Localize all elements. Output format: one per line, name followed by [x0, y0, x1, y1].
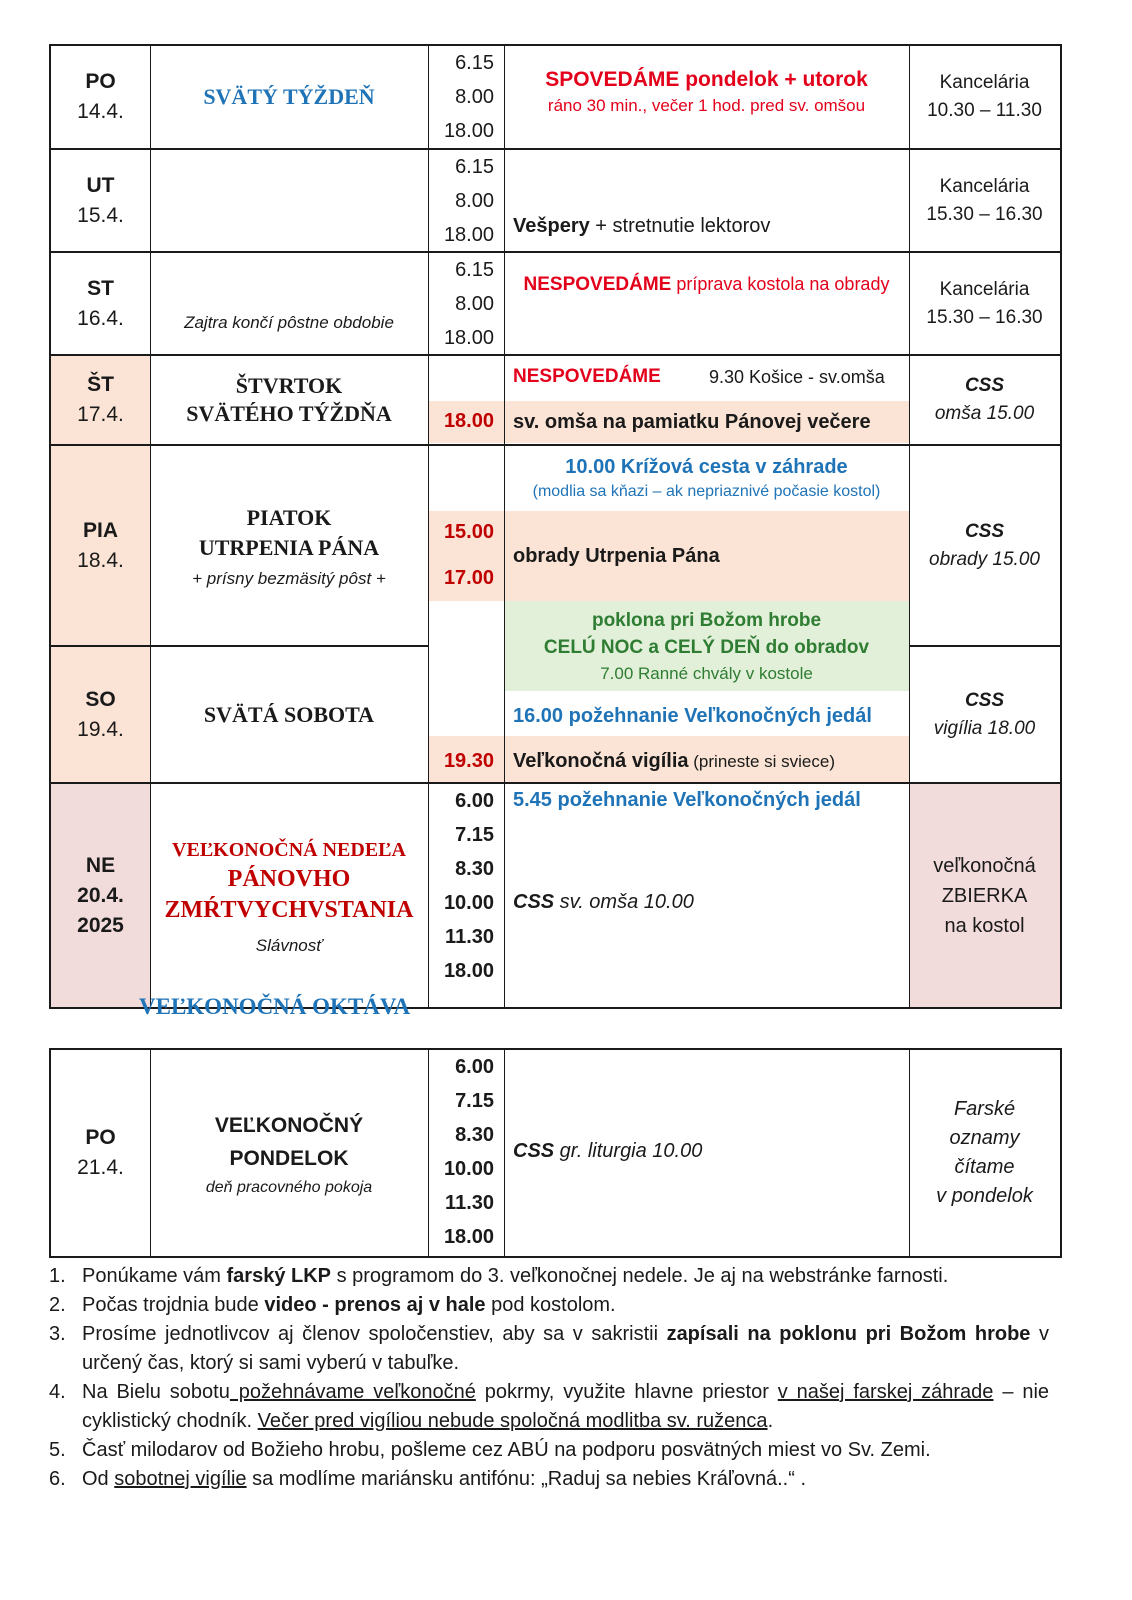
event-stations: 10.00 Krížová cesta v záhrade (modlia sa kňazi – ak nepriaznivé počasie kostol) [532, 456, 881, 500]
list-item: 4. Na Bielu sobotu požehnávame veľkonočné pokrmy, využite hlavne priestor v našej farskej záhrade – nie cyklistický chodník. Večer pred vigíliou nebude spoločná modlitba sv. ruženca. [49, 1381, 1050, 1432]
times-list: 6.15 8.00 18.00 [443, 52, 494, 142]
list-item: 2. Počas trojdnia bude video - prenos aj v hale pod kostolom. [49, 1294, 616, 1316]
day-mon: PO 14.4. [77, 70, 124, 123]
event-vigil: Veľkonočná vigília (prineste si sviece) [513, 750, 835, 772]
time: 19.30 [443, 750, 494, 772]
announcements-info: Farské oznamy čítame v pondelok [936, 1098, 1033, 1207]
office-hours: Kancelária 10.30 – 11.30 [927, 72, 1042, 121]
times-list: 6.00 7.15 8.30 10.00 11.30 18.00 [443, 790, 494, 982]
event-mass: sv. omša na pamiatku Pánovej večere [513, 411, 871, 433]
time: 18.00 [443, 410, 494, 432]
office-hours: Kancelária 15.30 – 16.30 [926, 278, 1043, 328]
day-note: Zajtra končí pôstne obdobie [184, 313, 394, 332]
time: 15.00 [443, 521, 494, 543]
times-list: 6.15 8.00 18.00 [443, 259, 494, 349]
day-tue: UT 15.4. [77, 173, 124, 227]
event-no-confession: NESPOVEDÁME príprava kostola na obrady [523, 274, 890, 295]
day-thu: ŠT 17.4. [77, 373, 124, 426]
event-confession: SPOVEDÁME pondelok + utorok ráno 30 min., večer 1 hod. pred sv. omšou [545, 68, 868, 115]
css-info: CSS omša 15.00 [934, 375, 1035, 424]
event-no-confession: NESPOVEDÁME 9.30 Košice - sv.omša [513, 366, 885, 387]
monday-table [49, 1048, 1062, 1258]
day-title: PIATOK UTRPENIA PÁNA + prísny bezmäsitý pôst + [192, 504, 386, 588]
schedule-table [49, 44, 1062, 1009]
announcements-list [49, 1262, 1049, 1494]
day-easter-monday: PO 21.4. [77, 1126, 124, 1179]
css-info: CSS obrady 15.00 [929, 520, 1040, 570]
times-list: 6.00 7.15 8.30 10.00 11.30 18.00 [443, 1056, 494, 1248]
css-info: CSS vigília 18.00 [933, 689, 1036, 739]
day-title: SVÄTÁ SOBOTA [203, 701, 375, 727]
day-title: ŠTVRTOK SVÄTÉHO TÝŽDŇA [186, 373, 392, 426]
office-hours: Kancelária 15.30 – 16.30 [926, 175, 1043, 225]
event-css: CSS gr. liturgia 10.00 [513, 1140, 703, 1162]
event-blessing: 5.45 požehnanie Veľkonočných jedál [513, 789, 861, 811]
event-vespers: Vešpery + stretnutie lektorov [513, 215, 771, 237]
event-blessing: 16.00 požehnanie Veľkonočných jedál [513, 705, 872, 727]
day-title: SVÄTÝ TÝŽDEŇ [203, 84, 375, 109]
day-sun: NE 20.4. 2025 [77, 853, 124, 937]
event-css: CSS sv. omša 10.00 [513, 891, 694, 913]
octave-heading: VEĽKONOČNÁ OKTÁVA [139, 994, 411, 1019]
day-title: VEĽKONOČNÝ PONDELOK deň pracovného pokoja [205, 1114, 373, 1196]
event-passion: obrady Utrpenia Pána [513, 545, 720, 567]
list-item: 1. Ponúkame vám farský LKP s programom do 3. veľkonočnej nedele. Je aj na webstránke farnosti. [49, 1265, 949, 1287]
day-sat: SO 19.4. [77, 687, 124, 741]
day-fri: PIA 18.4. [77, 518, 124, 572]
event-adoration: poklona pri Božom hrobe CELÚ NOC a CELÝ DEŇ do obradov 7.00 Ranné chvály v kostole [543, 610, 870, 683]
day-title: VEĽKONOČNÁ NEDEĽA PÁNOVHO ZMŔTVYCHVSTANIA Slávnosť [164, 838, 414, 955]
times-list: 6.15 8.00 18.00 [443, 156, 494, 246]
time: 17.00 [443, 567, 494, 589]
list-item: 3. Prosíme jednotlivcov aj členov spoločenstiev, aby sa v sakristii zapísali na poklonu pri Božom hrobe v určený čas, ktorý si sami vyberú v tabuľke. [49, 1323, 1049, 1374]
list-item: 6. Od sobotnej vigílie sa modlíme mariánsku antifónu: „Raduj sa nebies Kráľovná..“ . [49, 1468, 806, 1490]
day-wed: ST 16.4. [77, 276, 124, 330]
collection-info: veľkonočná ZBIERKA na kostol [933, 854, 1036, 937]
list-item: 5. Časť milodarov od Božieho hrobu, pošleme cez ABÚ na podporu posvätných miest vo Sv. Zemi. [49, 1439, 931, 1461]
